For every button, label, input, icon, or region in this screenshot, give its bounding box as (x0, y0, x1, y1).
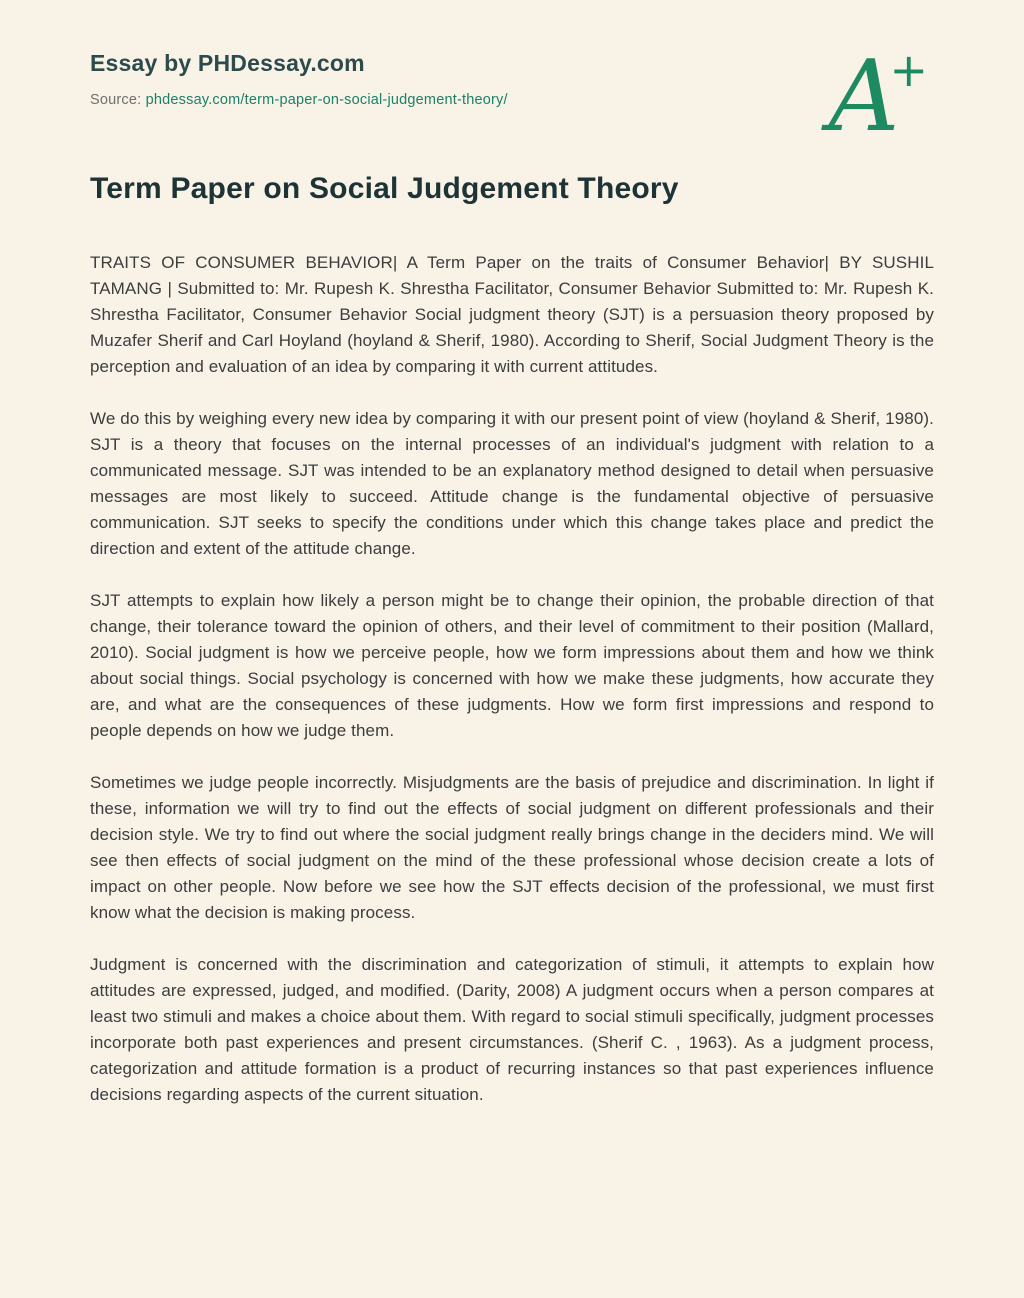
source-line (90, 92, 934, 108)
essay-paragraph: SJT attempts to explain how likely a person might be to change their opinion, the probable direction of that change, their tolerance toward the opinion of others, and their level of commitment to their position (Mallard, 2010). Social judgment is how we perceive people, how we form impressions about them and how we think about social things. Social psychology is concerned with how we make these judgments, how accurate they are, and what are the consequences of these judgments. How we form first impressions and respond to people depends on how we judge them. (90, 591, 934, 740)
source-label: Source: (90, 92, 142, 108)
document-title: Term Paper on Social Judgement Theory (90, 172, 679, 205)
essay-body (90, 250, 934, 1108)
essay-paragraph: Sometimes we judge people incorrectly. Misjudgments are the basis of prejudice and discrimination. In light if these, information we will try to find out the effects of social judgment on different professionals and their decision style. We try to find out where the social judgment really brings change in the deciders mind. We will see then effects of social judgment on the mind of the these professional whose decision create a lots of impact on other people. Now before we see how the SJT effects decision of the professional, we must first know what the decision is making process. (90, 773, 934, 922)
logo-letter-a: A (828, 40, 900, 154)
essay-paragraph: TRAITS OF CONSUMER BEHAVIOR| A Term Paper on the traits of Consumer Behavior| BY SUSHIL TAMANG | Submitted to: Mr. Rupesh K. Shrestha Facilitator, Consumer Behavior Submitted to: Mr. Rupesh K. Shrestha Facilitator, Consumer Behavior Social judgment theory (SJT) is a persuasion theory proposed by Muzafer Sherif and Carl Hoyland (hoyland & Sherif, 1980). According to Sherif, Social Judgment Theory is the perception and evaluation of an idea by comparing it with current attitudes. (90, 253, 934, 376)
source-url-link[interactable]: phdessay.com/term-paper-on-social-judgement-theory/ (145, 92, 508, 108)
phdessay-a-plus-logo-icon (828, 40, 928, 154)
logo-plus-sign: + (889, 43, 928, 97)
essay-paragraph: We do this by weighing every new idea by comparing it with our present point of view (hoyland & Sherif, 1980). SJT is a theory that focuses on the internal processes of an individual's judgment with relation to a communicated message. SJT was intended to be an explanatory method designed to detail when persuasive messages are most likely to succeed. Attitude change is the fundamental objective of persuasive communication. SJT seeks to specify the conditions under which this change takes place and predict the direction and extent of the attitude change. (90, 409, 934, 558)
page-header-title: Essay by PHDessay.com (90, 50, 365, 76)
essay-paragraph: Judgment is concerned with the discrimination and categorization of stimuli, it attempts to explain how attitudes are expressed, judged, and modified. (Darity, 2008) A judgment occurs when a person compares at least two stimuli and makes a choice about them. With regard to social stimuli specifically, judgment processes incorporate both past experiences and present circumstances. (Sherif C. , 1963). As a judgment process, categorization and attitude formation is a product of recurring instances so that past experiences influence decisions regarding aspects of the current situation. (90, 955, 934, 1104)
